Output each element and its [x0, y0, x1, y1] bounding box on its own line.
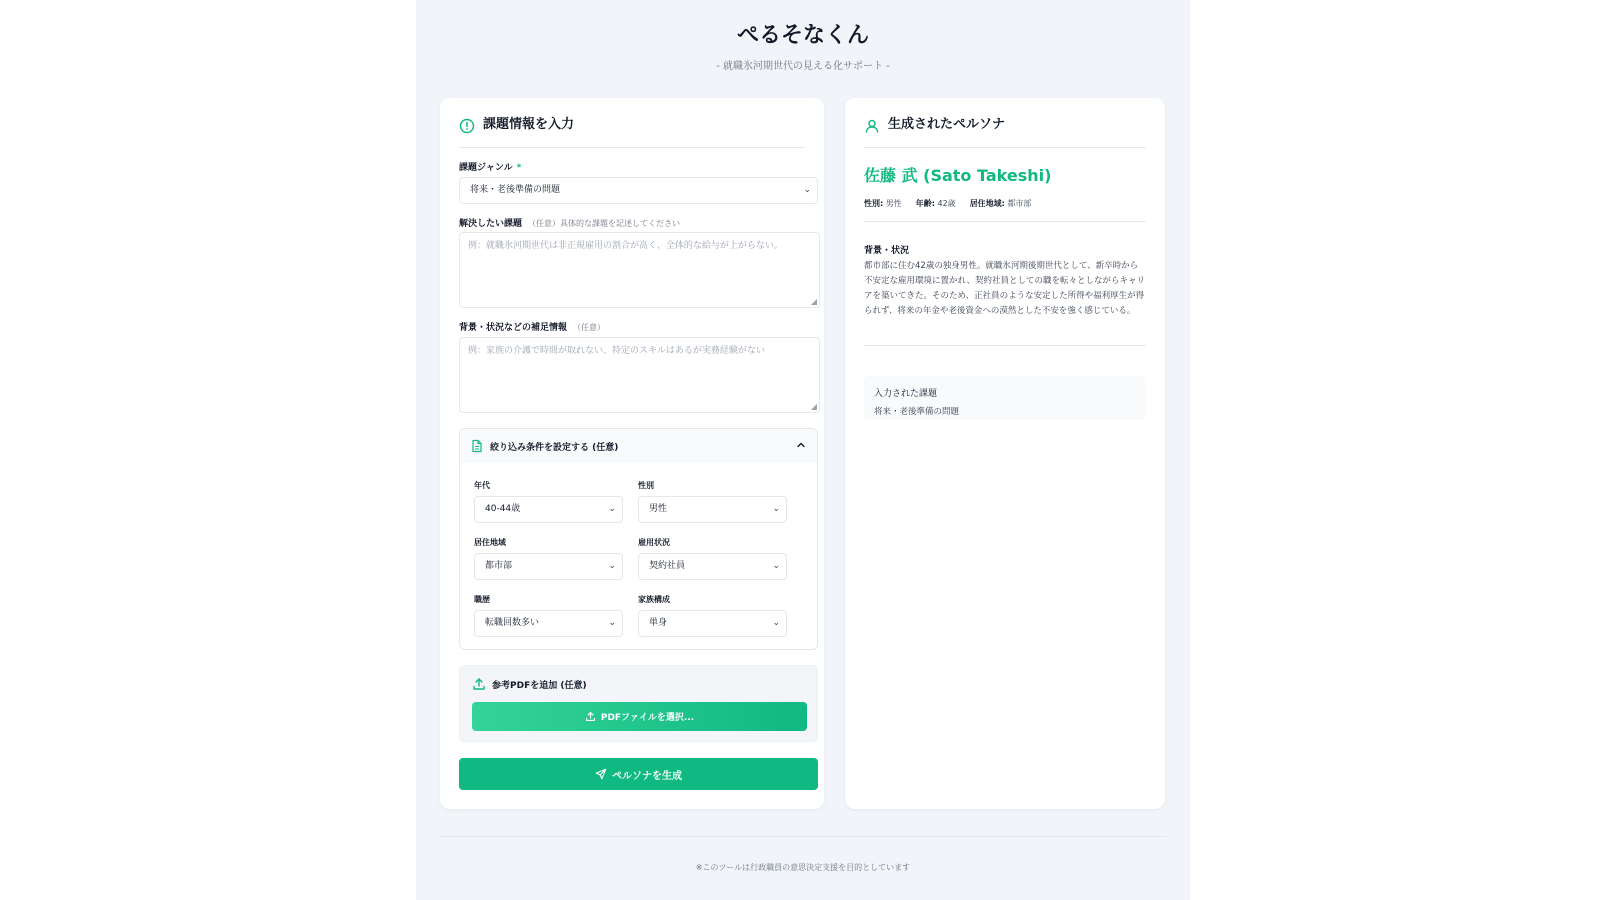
employment-select-value: 契約社員 — [649, 561, 686, 571]
page-container — [416, 0, 1190, 900]
gender-select-value: 男性 — [649, 504, 668, 514]
persona-gender-label: 性別: — [864, 199, 884, 208]
background-placeholder: 例：家族の介護で時間が取れない、特定のスキルはあるが実務経験がない — [468, 346, 765, 356]
chevron-up-icon[interactable] — [795, 439, 807, 451]
genre-label-text: 課題ジャンル — [459, 163, 513, 173]
filter-panel — [459, 428, 818, 650]
chevron-down-icon: ⌄ — [772, 618, 780, 628]
chevron-down-icon: ⌄ — [772, 561, 780, 571]
genre-label — [459, 160, 521, 173]
pdf-upload-title-text: 参考PDFを追加 (任意) — [492, 680, 587, 691]
divider — [864, 221, 1146, 222]
send-icon — [595, 768, 607, 780]
app-title: ぺるそなくん — [736, 23, 869, 48]
persona-name: 佐藤 武 (Sato Takeshi) — [864, 166, 1052, 185]
divider — [864, 345, 1146, 346]
input-issue-box — [864, 376, 1146, 420]
persona-card-title: 生成されたペルソナ — [888, 117, 1006, 132]
upload-icon — [585, 711, 596, 722]
app-subtitle: - 就職氷河期世代の見える化サポート - — [716, 61, 890, 72]
input-card-header — [459, 116, 805, 148]
resize-grip-icon[interactable]: ◢ — [810, 402, 817, 411]
persona-meta — [864, 198, 1045, 209]
persona-region-label: 居住地域: — [969, 199, 1005, 208]
footer-note: ※このツールは行政職員の意思決定支援を目的としています — [695, 863, 911, 872]
genre-select-value: 将来・老後準備の問題 — [470, 185, 561, 195]
genre-select[interactable] — [459, 177, 818, 204]
input-card — [440, 98, 824, 809]
chevron-down-icon: ⌄ — [803, 185, 811, 195]
family-select[interactable] — [638, 610, 787, 637]
employment-select[interactable] — [638, 553, 787, 580]
footer-divider — [440, 836, 1166, 837]
persona-age — [916, 198, 956, 209]
background-label-text: 背景・状況などの補足情報 — [459, 323, 568, 333]
region-select-value: 都市部 — [485, 561, 513, 571]
career-select[interactable] — [474, 610, 623, 637]
filter-title: 絞り込み条件を設定する (任意) — [490, 442, 619, 453]
persona-card-header — [864, 116, 1146, 148]
age-select-value: 40-44歳 — [485, 504, 521, 514]
input-issue-value: 将来・老後準備の問題 — [874, 407, 960, 417]
required-mark: * — [516, 163, 522, 173]
persona-age-label: 年齢: — [915, 199, 935, 208]
career-select-value: 転職回数多い — [485, 618, 540, 628]
region-select[interactable] — [474, 553, 623, 580]
career-label: 職歴 — [474, 595, 490, 604]
select-pdf-button-label: PDFファイルを選択... — [600, 713, 695, 723]
persona-region-value: 都市部 — [1007, 199, 1032, 208]
document-icon — [470, 439, 484, 453]
persona-region — [970, 198, 1032, 209]
input-issue-label: 入力された課題 — [874, 389, 938, 399]
issue-textarea[interactable] — [459, 232, 820, 308]
persona-card — [845, 98, 1165, 809]
region-label: 居住地域 — [474, 538, 506, 547]
persona-gender-value: 男性 — [885, 199, 902, 208]
filter-toggle[interactable] — [460, 429, 817, 463]
pdf-upload-panel — [459, 665, 818, 742]
generate-persona-button[interactable] — [459, 758, 818, 790]
background-textarea[interactable] — [459, 337, 820, 413]
gender-label: 性別 — [638, 481, 654, 490]
family-select-value: 単身 — [649, 618, 668, 628]
upload-icon — [472, 677, 486, 691]
issue-label — [459, 216, 680, 229]
resize-grip-icon[interactable]: ◢ — [810, 297, 817, 306]
gender-select[interactable] — [638, 496, 787, 523]
select-pdf-button[interactable] — [472, 702, 807, 731]
generate-persona-button-label: ペルソナを生成 — [612, 770, 682, 782]
background-label — [459, 320, 605, 333]
persona-age-value: 42歳 — [937, 199, 956, 208]
chevron-down-icon: ⌄ — [608, 504, 616, 514]
issue-label-text: 解決したい課題 — [459, 219, 523, 229]
background-hint: （任意） — [573, 323, 606, 332]
family-label: 家族構成 — [638, 595, 670, 604]
chevron-down-icon: ⌄ — [608, 618, 616, 628]
issue-hint: （任意）具体的な課題を記述してください — [528, 219, 681, 228]
persona-background-text: 都市部に住む42歳の独身男性。就職氷河期後期世代として、新卒時から不安定な雇用環境に置かれ、契約社員としての職を転々としながらキャリアを築いてきた。そのため、正社員のような安定した所得や福利厚生が得られず、将来の年金や老後資金への漠然とした不安を強く感じている。 — [864, 261, 1146, 316]
chevron-down-icon: ⌄ — [772, 504, 780, 514]
persona-gender — [864, 198, 902, 209]
alert-circle-icon — [459, 118, 475, 134]
pdf-upload-title — [472, 677, 587, 691]
age-label: 年代 — [474, 481, 490, 490]
age-select[interactable] — [474, 496, 623, 523]
input-card-title: 課題情報を入力 — [483, 117, 575, 132]
user-icon — [864, 118, 880, 134]
persona-background-label: 背景・状況 — [864, 246, 910, 256]
issue-placeholder: 例：就職氷河期世代は非正規雇用の割合が高く、全体的な給与が上がらない。 — [468, 241, 783, 251]
chevron-down-icon: ⌄ — [608, 561, 616, 571]
employment-label: 雇用状況 — [638, 538, 670, 547]
